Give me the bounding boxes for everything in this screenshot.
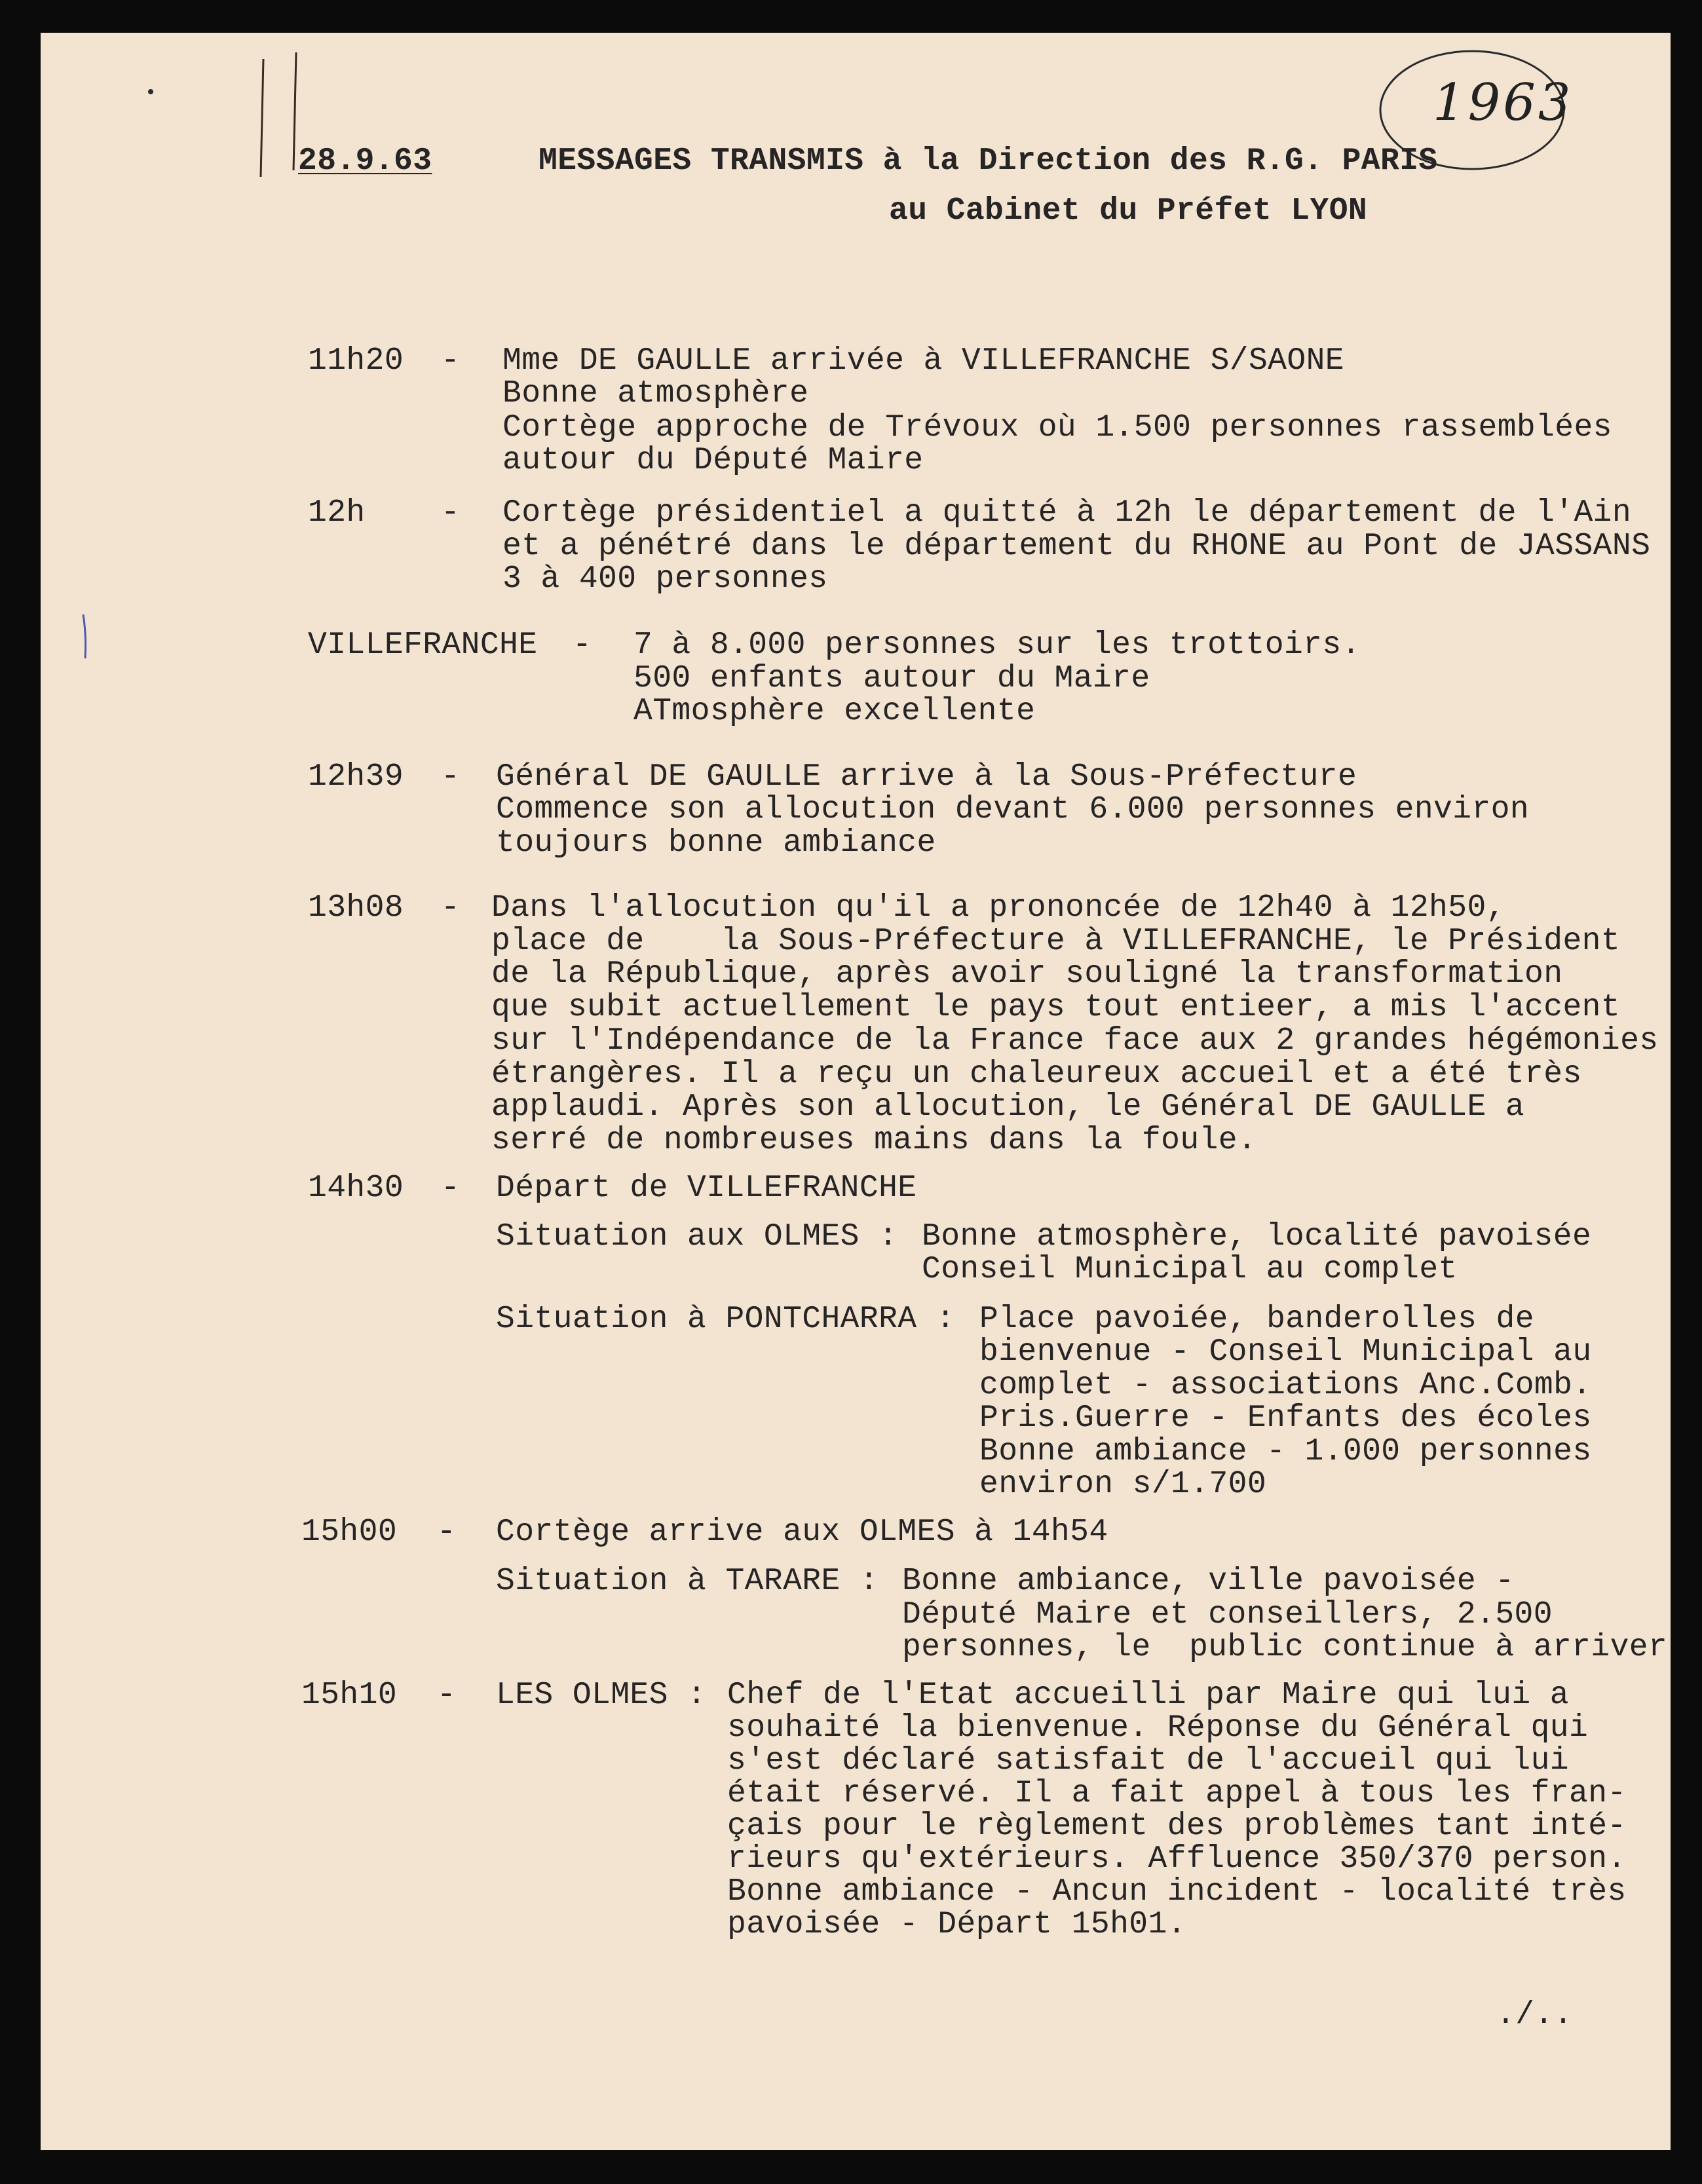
entry-dash: - xyxy=(437,1515,457,1550)
entry-text-line: souhaité la bienvenue. Réponse du Général qui xyxy=(727,1710,1589,1746)
entry-text-line: ATmosphère excellente xyxy=(634,694,1036,729)
entry-text-line: étrangères. Il a reçu un chaleureux accueil et a été très xyxy=(491,1057,1582,1092)
entry-text-line: place de la Sous-Préfecture à VILLEFRANCHE, le Président xyxy=(491,924,1621,959)
entry-text-line: autour du Député Maire xyxy=(502,443,924,478)
entry-place: VILLEFRANCHE xyxy=(308,628,538,663)
entry-text-line: sur l'Indépendance de la France face aux 2 grandes hégémonies xyxy=(491,1023,1659,1059)
entry-text-line: était réservé. Il a fait appel à tous les fran- xyxy=(727,1776,1627,1811)
entry-text-line: Chef de l'Etat accueilli par Maire qui lui a xyxy=(727,1678,1570,1713)
situation-text-line: Bonne atmosphère, localité pavoisée xyxy=(922,1219,1592,1254)
situation-text-line: complet - associations Anc.Comb. xyxy=(979,1368,1592,1403)
entry-time: 12h xyxy=(308,495,366,531)
entry-time: 13h08 xyxy=(308,890,404,926)
situation-text-line: Bonne ambiance, ville pavoisée - xyxy=(902,1564,1515,1599)
entry-text-line: Bonne ambiance - Ancun incident - localité très xyxy=(727,1874,1627,1910)
entry-time: 15h10 xyxy=(301,1678,398,1713)
entry-dash: - xyxy=(441,890,461,926)
entry-dash: - xyxy=(441,759,461,795)
situation-text-line: Place pavoiée, banderolles de xyxy=(979,1302,1534,1337)
entry-dash: - xyxy=(573,628,592,663)
situation-text-line: environ s/1.700 xyxy=(979,1467,1267,1502)
entry-dash: - xyxy=(437,1678,457,1713)
entry-text-line: Commence son allocution devant 6.000 personnes environ xyxy=(496,792,1530,827)
entry-text-line: serré de nombreuses mains dans la foule. xyxy=(491,1123,1257,1158)
situation-label: Situation à TARARE : xyxy=(496,1564,879,1599)
title-line-1: MESSAGES TRANSMIS à la Direction des R.G. PARIS xyxy=(539,143,1438,179)
entry-time: 15h00 xyxy=(301,1515,398,1550)
entry-dash: - xyxy=(441,495,461,531)
entry-text-line: applaudi. Après son allocution, le Général DE GAULLE a xyxy=(491,1089,1525,1125)
situation-text-line: personnes, le public continue à arriver xyxy=(902,1630,1668,1665)
entry-text-line: Dans l'allocution qu'il a prononcée de 12h40 à 12h50, xyxy=(491,890,1505,926)
entry-time: 12h39 xyxy=(308,759,404,795)
situation-text-line: Pris.Guerre - Enfants des écoles xyxy=(979,1401,1592,1436)
entry-text-line: Mme DE GAULLE arrivée à VILLEFRANCHE S/SAONE xyxy=(502,343,1345,379)
entry-text-line: rieurs qu'extérieurs. Affluence 350/370 person. xyxy=(727,1841,1627,1877)
handwritten-year: 1963 xyxy=(1433,73,1574,132)
entry-text-line: que subit actuellement le pays tout entieer, a mis l'accent xyxy=(491,990,1621,1025)
entry-text-line: Cortège approche de Trévoux où 1.500 personnes rassemblées xyxy=(502,410,1612,445)
situation-text-line: Bonne ambiance - 1.000 personnes xyxy=(979,1434,1592,1469)
entry-text-line: toujours bonne ambiance xyxy=(496,825,936,861)
entry-text-line: Général DE GAULLE arrive à la Sous-Préfecture xyxy=(496,759,1357,795)
situation-text-line: Conseil Municipal au complet xyxy=(922,1252,1458,1287)
entry-text-line: Cortège arrive aux OLMES à 14h54 xyxy=(496,1515,1108,1550)
entry-dash: - xyxy=(441,1171,461,1206)
entry-text-line: de la République, après avoir souligné la transformation xyxy=(491,956,1563,992)
continuation-mark: ./.. xyxy=(1496,1997,1573,2033)
entry-text-line: Bonne atmosphère xyxy=(502,376,809,411)
entry-text-line: çais pour le règlement des problèmes tant inté- xyxy=(727,1809,1627,1844)
situation-text-line: bienvenue - Conseil Municipal au xyxy=(979,1334,1592,1370)
entry-place-label: LES OLMES : xyxy=(496,1678,707,1713)
title-line-2: au Cabinet du Préfet LYON xyxy=(889,193,1368,229)
entry-text-line: 7 à 8.000 personnes sur les trottoirs. xyxy=(634,628,1361,663)
document-page xyxy=(41,33,1671,2150)
entry-time: 11h20 xyxy=(308,343,404,379)
entry-text-line: 3 à 400 personnes xyxy=(502,561,828,597)
situation-label: Situation aux OLMES : xyxy=(496,1219,898,1254)
situation-label: Situation à PONTCHARRA : xyxy=(496,1302,955,1337)
entry-dash: - xyxy=(441,343,461,379)
situation-text-line: Député Maire et conseillers, 2.500 xyxy=(902,1597,1553,1632)
entry-text-line: 500 enfants autour du Maire xyxy=(634,661,1150,696)
entry-text-line: Départ de VILLEFRANCHE xyxy=(496,1171,917,1206)
entry-text-line: pavoisée - Départ 15h01. xyxy=(727,1907,1186,1942)
document-date: 28.9.63 xyxy=(298,143,432,179)
entry-text-line: et a pénétré dans le département du RHONE au Pont de JASSANS xyxy=(502,529,1651,564)
entry-text-line: s'est déclaré satisfait de l'accueil qui lui xyxy=(727,1743,1570,1779)
entry-text-line: Cortège présidentiel a quitté à 12h le département de l'Ain xyxy=(502,495,1632,531)
entry-time: 14h30 xyxy=(308,1171,404,1206)
